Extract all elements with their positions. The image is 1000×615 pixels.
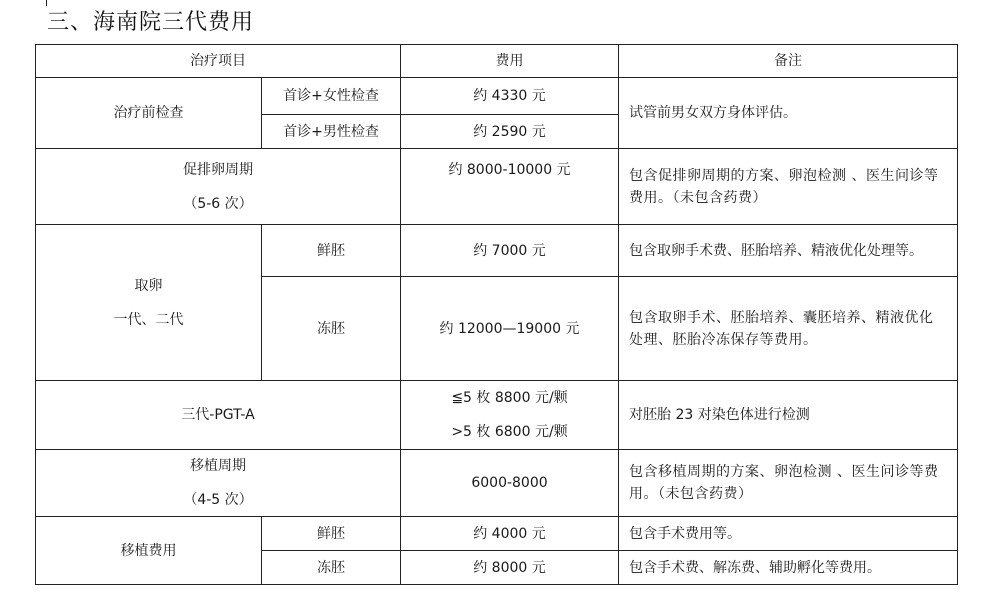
retrieval-fresh-fee: 约 7000 元	[401, 225, 619, 277]
transfer-cycle-fee: 6000-8000	[401, 450, 619, 517]
header-note: 备注	[619, 45, 958, 78]
pre-exam-note: 试管前男女双方身体评估。	[619, 78, 958, 149]
pgt-fee	[401, 381, 619, 450]
transfer-cycle-item	[36, 450, 401, 517]
pgt-fee-line1: ≦5 枚 8800 元/颗	[451, 390, 568, 406]
transfer-frozen-note: 包含手术费、解冻费、辅助孵化等费用。	[619, 551, 958, 585]
stimulation-item-line2: （5-6 次）	[183, 195, 253, 212]
transfer-fresh-sub: 鲜胚	[262, 517, 401, 551]
pre-exam-male-sub: 首诊+男性检查	[262, 115, 401, 149]
retrieval-fresh-note: 包含取卵手术费、胚胎培养、精液优化处理等。	[619, 225, 958, 277]
transfer-frozen-sub: 冻胚	[262, 551, 401, 585]
retrieval-item	[36, 225, 262, 381]
pre-exam-female-fee: 约 4330 元	[401, 78, 619, 115]
table-row	[36, 78, 958, 115]
pre-exam-item: 治疗前检查	[36, 78, 262, 149]
stimulation-item	[36, 149, 401, 225]
retrieval-item-line1: 取卵	[134, 277, 163, 294]
table-row	[36, 381, 958, 450]
retrieval-fresh-sub: 鲜胚	[262, 225, 401, 277]
retrieval-frozen-sub: 冻胚	[262, 277, 401, 381]
stimulation-fee: 约 8000-10000 元	[401, 149, 619, 225]
retrieval-frozen-fee: 约 12000—19000 元	[401, 277, 619, 381]
stimulation-item-line1: 促排卵周期	[183, 161, 253, 178]
pgt-item: 三代-PGT-A	[36, 381, 401, 450]
pre-exam-female-sub: 首诊+女性检查	[262, 78, 401, 115]
page-edge-mark	[46, 0, 47, 6]
transfer-frozen-fee: 约 8000 元	[401, 551, 619, 585]
pgt-note: 对胚胎 23 对染色体进行检测	[619, 381, 958, 450]
transfer-fresh-note: 包含手术费用等。	[619, 517, 958, 551]
transfer-cycle-item-line1: 移植周期	[190, 458, 246, 474]
pgt-fee-line2: >5 枚 6800 元/颗	[451, 424, 568, 440]
transfer-cycle-note: 包含移植周期的方案、卵泡检测 、医生问诊等费用。（未包含药费）	[619, 450, 958, 517]
header-item: 治疗项目	[36, 45, 401, 78]
table-row	[36, 517, 958, 551]
table-row	[36, 149, 958, 225]
table-row	[36, 450, 958, 517]
transfer-cycle-item-line2: （4-5 次）	[183, 492, 253, 508]
stimulation-note: 包含促排卵周期的方案、卵泡检测 、医生问诊等费用。（未包含药费）	[619, 149, 958, 225]
transfer-fresh-fee: 约 4000 元	[401, 517, 619, 551]
header-fee: 费用	[401, 45, 619, 78]
pre-exam-male-fee: 约 2590 元	[401, 115, 619, 149]
fee-table	[35, 44, 958, 585]
table-row	[36, 225, 958, 277]
table-header-row	[36, 45, 958, 78]
section-title: 三、海南院三代费用	[47, 10, 255, 35]
retrieval-frozen-note: 包含取卵手术、胚胎培养、囊胚培养、精液优化处理、胚胎冷冻保存等费用。	[619, 277, 958, 381]
transfer-fee-item: 移植费用	[36, 517, 262, 585]
retrieval-item-line2: 一代、二代	[113, 311, 184, 328]
